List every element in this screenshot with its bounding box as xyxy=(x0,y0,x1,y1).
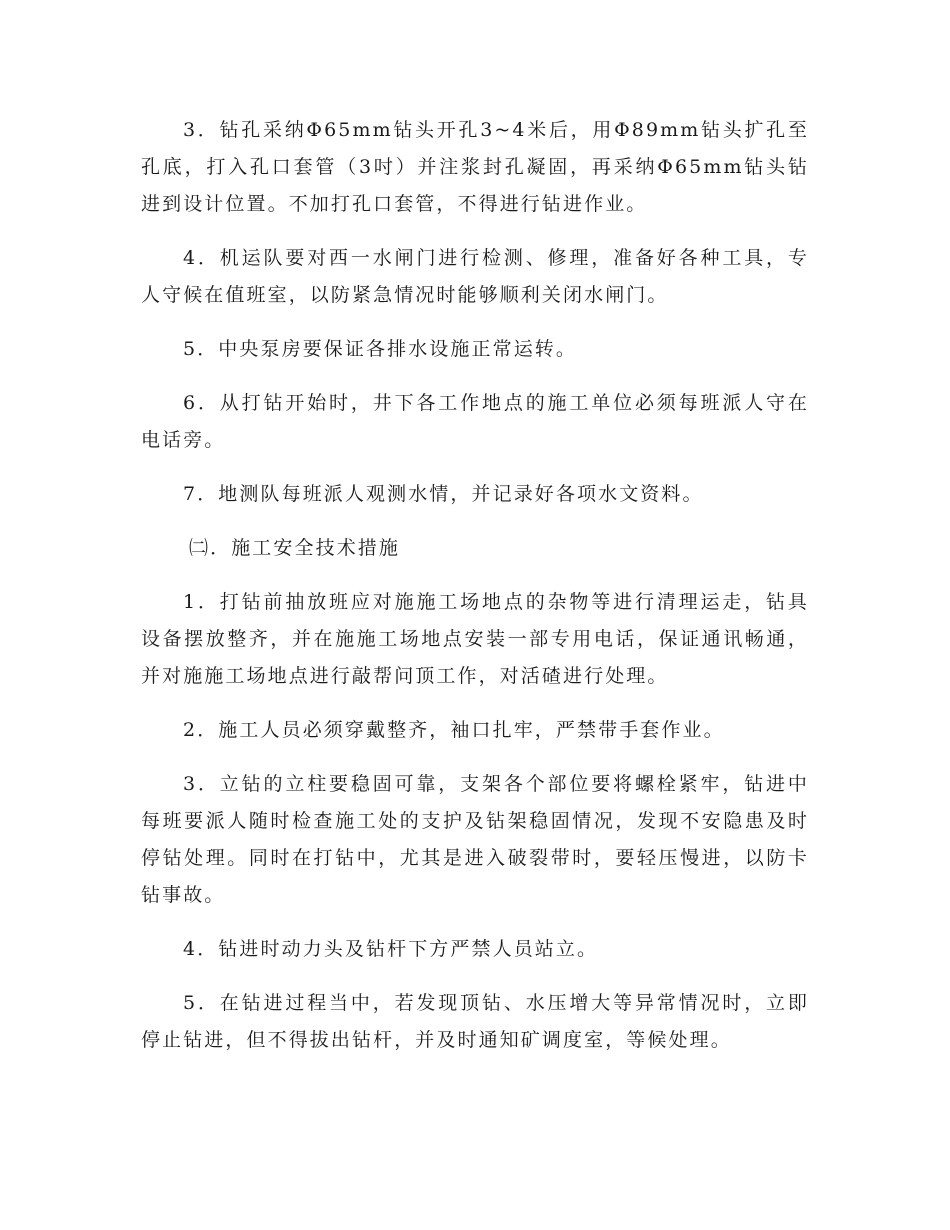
paragraph-safety-5-abnormal-stop: 5．在钻进过程当中，若发现顶钻、水压增大等异常情况时，立即停止钻进，但不得拔出钻杆，并及时通知矿调度室，等候处理。 xyxy=(141,992,809,1051)
paragraph-safety-1-site-cleanup: 1．打钻前抽放班应对施施工场地点的杂物等进行清理运走，钻具设备摆放整齐，并在施施工场地点安装一部专用电话，保证通讯畅通，并对施施工场地点进行敲帮问顶工作，对活碴进行处理。 xyxy=(141,591,809,687)
paragraph-item-3-drilling: 3．钻孔采纳Φ65mm钻头开孔3~4米后，用Φ89mm钻头扩孔至孔底，打入孔口套管（3吋）并注浆封孔凝固，再采纳Φ65mm钻头钻进到设计位置。不加打孔口套管，不得进行钻进作业。 xyxy=(141,119,809,215)
document-body xyxy=(141,112,809,1076)
paragraph-safety-2-attire: 2．施工人员必须穿戴整齐，袖口扎牢，严禁带手套作业。 xyxy=(183,719,725,741)
section-heading-safety-measures: ㈡．施工安全技术措施 xyxy=(189,537,401,559)
paragraph-item-6-phone-watch: 6．从打钻开始时，井下各工作地点的施工单位必须每班派人守在电话旁。 xyxy=(141,392,809,451)
paragraph-safety-4-no-standing: 4．钻进时动力头及钻杆下方严禁人员站立。 xyxy=(183,938,599,960)
paragraph-safety-3-drill-stability: 3．立钻的立柱要稳固可靠，支架各个部位要将螺栓紧牢，钻进中每班要派人随时检查施工处的支护及钻架稳固情况，发现不安隐患及时停钻处理。同时在打钻中，尤其是进入破裂带时，要轻压慢进，以防卡钻事故。 xyxy=(141,773,809,906)
paragraph-item-7-water-observation: 7．地测队每班派人观测水情，并记录好各项水文资料。 xyxy=(183,483,704,505)
paragraph-item-5-pump-room: 5．中央泵房要保证各排水设施正常运转。 xyxy=(183,338,577,360)
paragraph-item-4-water-gate: 4．机运队要对西一水闸门进行检测、修理，准备好各种工具，专人守候在值班室，以防紧急情况时能够顺利关闭水闸门。 xyxy=(141,247,809,306)
